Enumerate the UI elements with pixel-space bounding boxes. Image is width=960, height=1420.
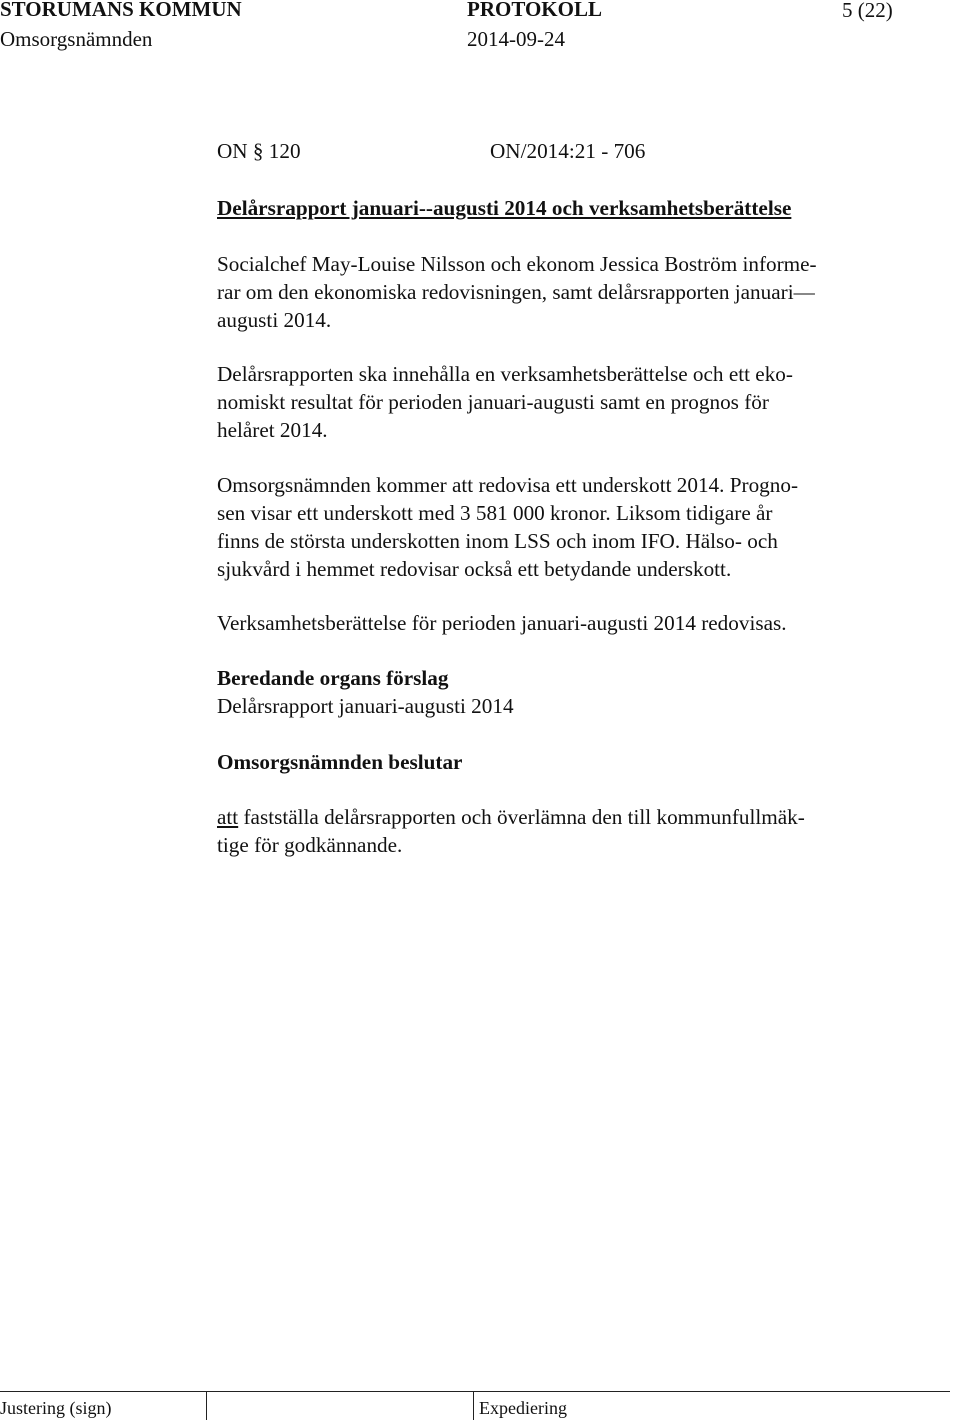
case-number: ON § 120: [217, 139, 301, 163]
page-number: 5 (22): [842, 0, 893, 22]
paragraph-2: [217, 360, 917, 444]
paragraph-line: sen visar ett underskott med 3 581 000 kronor. Liksom tidigare år: [217, 501, 773, 525]
paragraph-4: [217, 609, 917, 637]
paragraph-1: [217, 250, 917, 334]
paragraph-line: augusti 2014.: [217, 308, 332, 332]
footer-rule: [0, 1391, 950, 1392]
paragraph-line: rar om den ekonomiska redovisningen, samt delårsrapporten januari—: [217, 280, 815, 304]
case-reference: ON/2014:21 - 706: [490, 139, 646, 163]
document-type: PROTOKOLL: [467, 0, 602, 21]
organization-name: STORUMANS KOMMUN: [0, 0, 242, 21]
proposal-heading: Beredande organs förslag: [217, 666, 449, 690]
paragraph-line: sjukvård i hemmet redovisar också ett betydande underskott.: [217, 557, 732, 581]
proposal-text: Delårsrapport januari-augusti 2014: [217, 694, 514, 718]
paragraph-line: Delårsrapporten ska innehålla en verksamhetsberättelse och ett eko-: [217, 362, 793, 386]
paragraph-line: finns de största underskotten inom LSS och inom IFO. Hälso- och: [217, 529, 778, 553]
footer-divider: [473, 1392, 474, 1420]
paragraph-line: Verksamhetsberättelse för perioden januari-augusti 2014 redovisas.: [217, 611, 787, 635]
footer-divider: [206, 1392, 207, 1420]
paragraph-line: helåret 2014.: [217, 418, 328, 442]
paragraph-line: nomiskt resultat för perioden januari-augusti samt en prognos för: [217, 390, 769, 414]
paragraph-line: Omsorgsnämnden kommer att redovisa ett underskott 2014. Progno-: [217, 473, 799, 497]
decision-line: [217, 803, 917, 831]
decision-heading: Omsorgsnämnden beslutar: [217, 750, 463, 774]
paragraph-line: Socialchef May-Louise Nilsson och ekonom Jessica Boström informe-: [217, 252, 817, 276]
justering-label: Justering (sign): [0, 1398, 112, 1418]
decision-line-2: tige för godkännande.: [217, 833, 403, 857]
expediering-label: Expediering: [479, 1398, 567, 1418]
meeting-date: 2014-09-24: [467, 27, 565, 51]
decision-text: [217, 803, 917, 859]
committee-name: Omsorgsnämnden: [0, 27, 153, 51]
decision-line-1: fastställa delårsrapporten och överlämna den till kommunfullmäk-: [238, 805, 805, 829]
att-keyword: att: [217, 805, 239, 829]
case-title: Delårsrapport januari--augusti 2014 och verksamhetsberättelse: [217, 196, 792, 220]
paragraph-3: [217, 471, 917, 583]
